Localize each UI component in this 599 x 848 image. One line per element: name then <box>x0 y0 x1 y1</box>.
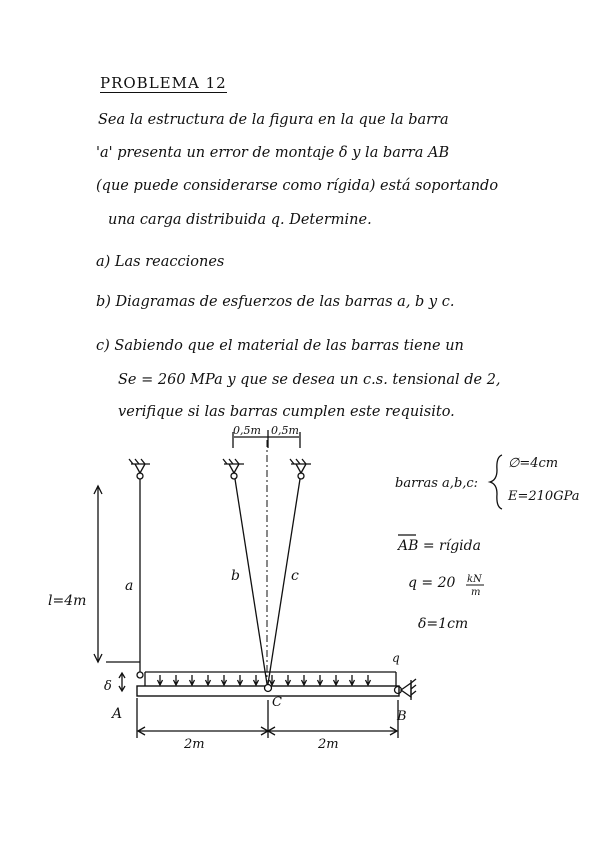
delta-label: δ <box>104 679 112 694</box>
question-c-line-2: Se = 260 MPa y que se desea un c.s. tensional de 2, <box>118 372 501 388</box>
distributed-load <box>145 672 396 686</box>
point-a-label: A <box>112 706 123 722</box>
point-c-label: C <box>272 695 282 710</box>
bar-a-end-pin <box>137 672 143 678</box>
problem-title: PROBLEMA 12 <box>100 74 227 92</box>
load-arrow <box>254 675 259 685</box>
load-arrow <box>270 675 275 685</box>
load-arrow <box>222 675 227 685</box>
load-arrows <box>158 675 371 685</box>
pin-support-c <box>290 459 311 479</box>
bar-properties <box>395 455 580 509</box>
delta-dimension <box>104 673 125 694</box>
load-arrow <box>366 675 371 685</box>
load-arrow <box>190 675 195 685</box>
bar-b-label: b <box>231 568 240 584</box>
statement-line-3: (que puede considerarse como rígida) está soportando <box>96 178 499 194</box>
load-arrow <box>286 675 291 685</box>
bars-abc-label: barras a,b,c: <box>395 476 479 491</box>
question-c-line-3: verifique si las barras cumplen este requisito. <box>118 404 455 420</box>
length-label: l=4m <box>48 593 87 609</box>
span-right-label: 2m <box>318 737 339 752</box>
delta-value: δ=1cm <box>418 616 469 632</box>
ab-rigid-note: AB = rígida <box>398 538 481 554</box>
statement-line-2: 'a' presenta un error de montaje δ y la barra AB <box>96 145 450 161</box>
question-b: b) Diagramas de esfuerzos de las barras a, b y c. <box>96 294 455 310</box>
modulus-value: E=210GPa <box>508 489 580 504</box>
load-arrow <box>318 675 323 685</box>
load-arrow <box>238 675 243 685</box>
bar-c-label: c <box>291 568 299 584</box>
load-arrow <box>206 675 211 685</box>
pin-support-b <box>223 459 244 479</box>
bar-a-label: a <box>125 578 134 594</box>
q-value: q = 20 <box>408 575 456 591</box>
span-left-label: 2m <box>184 737 205 752</box>
pin-support-a <box>129 459 150 479</box>
question-c-line-1: c) Sabiendo que el material de las barras tiene un <box>96 338 464 354</box>
load-arrow <box>302 675 307 685</box>
question-a: a) Las reacciones <box>96 254 225 270</box>
statement-line-4: una carga distribuida q. Determine. <box>108 212 372 228</box>
load-value <box>408 574 484 598</box>
support-b <box>395 679 417 700</box>
offset-left-label: 0,5m <box>233 424 261 437</box>
joint-c <box>265 685 272 692</box>
q-units-denominator: m <box>471 587 481 598</box>
load-arrow <box>158 675 163 685</box>
load-q-label: q <box>392 651 400 665</box>
span-dimension <box>137 698 398 752</box>
load-arrow <box>350 675 355 685</box>
point-b-label: B <box>397 709 407 724</box>
length-dimension <box>48 486 140 662</box>
q-units-numerator: kN <box>467 574 482 585</box>
load-arrow <box>334 675 339 685</box>
diameter-value: ∅=4cm <box>508 456 559 471</box>
offset-right-label: 0,5m <box>271 424 299 437</box>
load-arrow <box>174 675 179 685</box>
statement-line-1: Sea la estructura de la figura en la que la barra <box>98 112 449 128</box>
